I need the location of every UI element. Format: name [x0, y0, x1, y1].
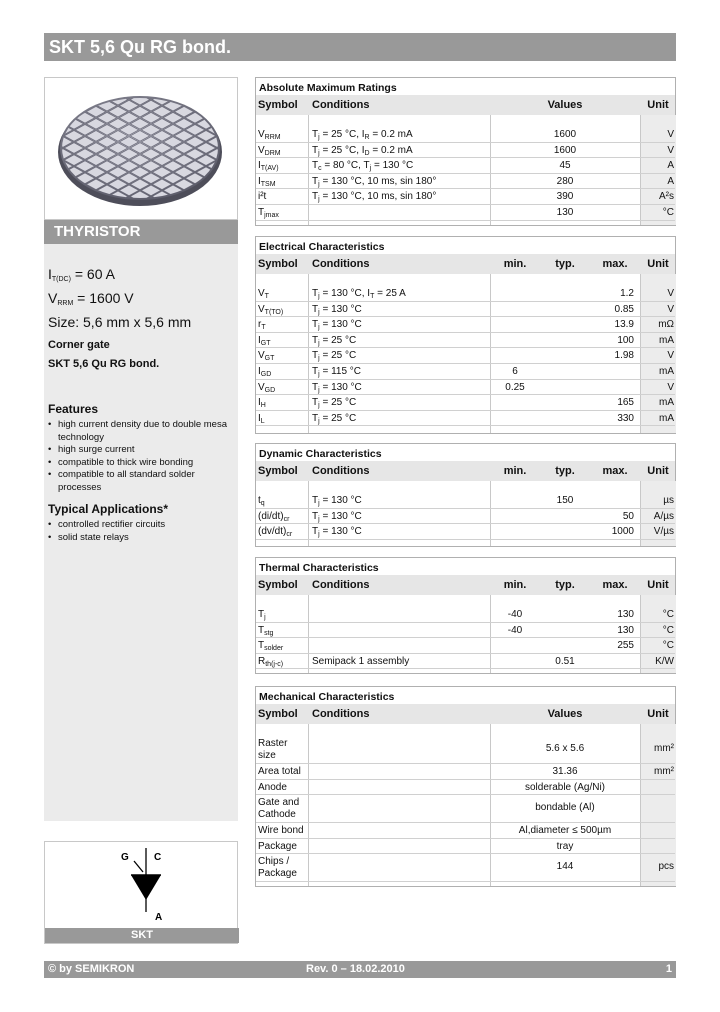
applications-list: [48, 519, 233, 544]
table-row: $T_{stg}$ -40 130 °C: [258, 624, 674, 637]
thermal-characteristics-table: [255, 557, 676, 674]
circuit-symbol-box: [44, 841, 238, 944]
table-body: [256, 736, 675, 882]
key-rating-current: $I_{T(DC)} = 60$ A: [48, 266, 115, 283]
absolute-max-ratings-table: [255, 77, 676, 226]
revision: Rev. 0 – 18.02.2010: [306, 963, 405, 975]
anode-label: A: [155, 912, 163, 923]
table-row: $T_j$ -40 130 °C: [258, 609, 674, 621]
product-panel: [44, 77, 238, 821]
table-row: $R_{th(j-c)}$ Semipack 1 assembly 0.51 K/W: [258, 655, 674, 668]
table-row: Gate and Cathode bondable (Al): [256, 795, 675, 823]
table-row: $I_H$ $T_j = 25$ °C 165 mA: [258, 397, 674, 410]
table-body: [256, 607, 675, 669]
table-title: Absolute Maximum Ratings: [259, 82, 397, 94]
column-header: Symbol Conditions min. typ. max. Unit: [256, 575, 675, 595]
table-title: Dynamic Characteristics: [259, 448, 382, 460]
features-heading: Features: [48, 402, 99, 416]
features-list: [48, 419, 233, 494]
electrical-characteristics-table: [255, 236, 676, 434]
thyristor-symbol-icon: [45, 842, 237, 928]
wafer-image: [45, 78, 237, 219]
list-item: • solid state relays: [48, 531, 129, 543]
table-title: Thermal Characteristics: [259, 562, 379, 574]
list-item: • controlled rectifier circuits: [48, 519, 166, 530]
table-row: $V_{GT}$ $T_j = 25$ °C 1.98 V: [258, 350, 674, 363]
table-row: $V_{DRM}$ $T_j = 25$ °C, $I_D = 0.2$ mA 1600 V: [258, 144, 674, 157]
page-number: 1: [665, 963, 672, 975]
table-row: Package tray: [256, 839, 675, 855]
table-row: $V_{GD}$ $T_j = 130$ °C 0.25 V: [258, 381, 674, 394]
column-header: Symbol Conditions min. typ. max. Unit: [256, 254, 675, 274]
type-label: THYRISTOR: [54, 223, 141, 240]
applications-heading: Typical Applications*: [48, 502, 169, 516]
table-row: Anode solderable (Ag/Ni): [256, 780, 675, 796]
chip-size: Size: 5,6 mm x 5,6 mm: [48, 314, 192, 330]
gate-label: G: [121, 852, 129, 863]
table-row: $T_{solder}$ 255 °C: [258, 640, 674, 653]
copyright: © by SEMIKRON: [48, 963, 135, 975]
list-item: • compatible to all standard solder processes: [48, 469, 195, 493]
table-row: Raster size 5.6 x 5.6 mm²: [256, 736, 675, 764]
product-name: SKT 5,6 Qu RG bond.: [48, 358, 160, 370]
page-title: SKT 5,6 Qu RG bond.: [49, 37, 232, 57]
table-row: $V_T$ $T_j = 130$ °C, $I_T = 25$ A 1.2 V: [258, 288, 674, 300]
table-row: $I_{TSM}$ $T_j = 130$ °C, 10 ms, sin 180° 280 A: [258, 175, 674, 188]
list-item: • high surge current: [48, 444, 135, 455]
table-title: Electrical Characteristics: [259, 241, 385, 253]
table-row: $t_q$ $T_j = 130$ °C 150 µs: [258, 495, 674, 507]
table-row: $I_L$ $T_j = 25$ °C 330 mA: [258, 412, 674, 425]
gate-type: Corner gate: [48, 339, 110, 351]
list-item: • high current density due to double mesa technology: [48, 419, 227, 443]
table-body: [256, 127, 675, 221]
table-title: Mechanical Characteristics: [259, 691, 395, 703]
mechanical-characteristics-table: [255, 686, 676, 887]
table-row: $(dv/dt)_{cr}$ $T_j = 130$ °C 1000 V/µs: [258, 526, 674, 539]
title-bar: [44, 33, 676, 61]
type-bar: [44, 220, 238, 244]
cathode-label: C: [154, 852, 162, 863]
table-row: $I_{GT}$ $T_j = 25$ °C 100 mA: [258, 334, 674, 347]
table-row: $V_{RRM}$ $T_j = 25$ °C, $I_R = 0.2$ mA 1600 V: [258, 129, 674, 141]
table-row: $T_{jmax}$ 130 °C: [258, 206, 674, 219]
table-body: [256, 286, 675, 426]
column-header: Symbol Conditions min. typ. max. Unit: [256, 461, 675, 481]
table-row: Wire bond Al,diameter ≤ 500µm: [256, 823, 675, 839]
table-row: $I_{T(AV)}$ $T_c = 80$ °C, $T_j = 130$ °C 45 A: [258, 160, 674, 173]
column-header: Symbol Conditions Values Unit: [256, 704, 675, 724]
key-rating-voltage: $V_{RRM} = 1600$ V: [48, 290, 134, 307]
wafer-photo: [44, 77, 238, 220]
table-row: $I_{GD}$ $T_j = 115$ °C 6 mA: [258, 365, 674, 378]
table-row: Chips / Package 144 pcs: [256, 854, 675, 882]
footer-bar: [44, 961, 676, 978]
column-header: Symbol Conditions Values Unit: [256, 95, 675, 115]
table-row: $r_T$ $T_j = 130$ °C 13.9 mΩ: [258, 319, 674, 332]
table-row: Area total 31.36 mm²: [256, 764, 675, 780]
list-item: • compatible to thick wire bonding: [48, 456, 194, 468]
dynamic-characteristics-table: [255, 443, 676, 547]
table-row: $(di/dt)_{cr}$ $T_j = 130$ °C 50 A/µs: [258, 510, 674, 523]
table-row: $V_{T(TO)}$ $T_j = 130$ °C 0.85 V: [258, 303, 674, 316]
symbol-label: SKT: [45, 928, 239, 943]
table-body: [256, 493, 675, 540]
table-row: i²t $T_j = 130$ °C, 10 ms, sin 180° 390 A²s: [258, 191, 674, 204]
